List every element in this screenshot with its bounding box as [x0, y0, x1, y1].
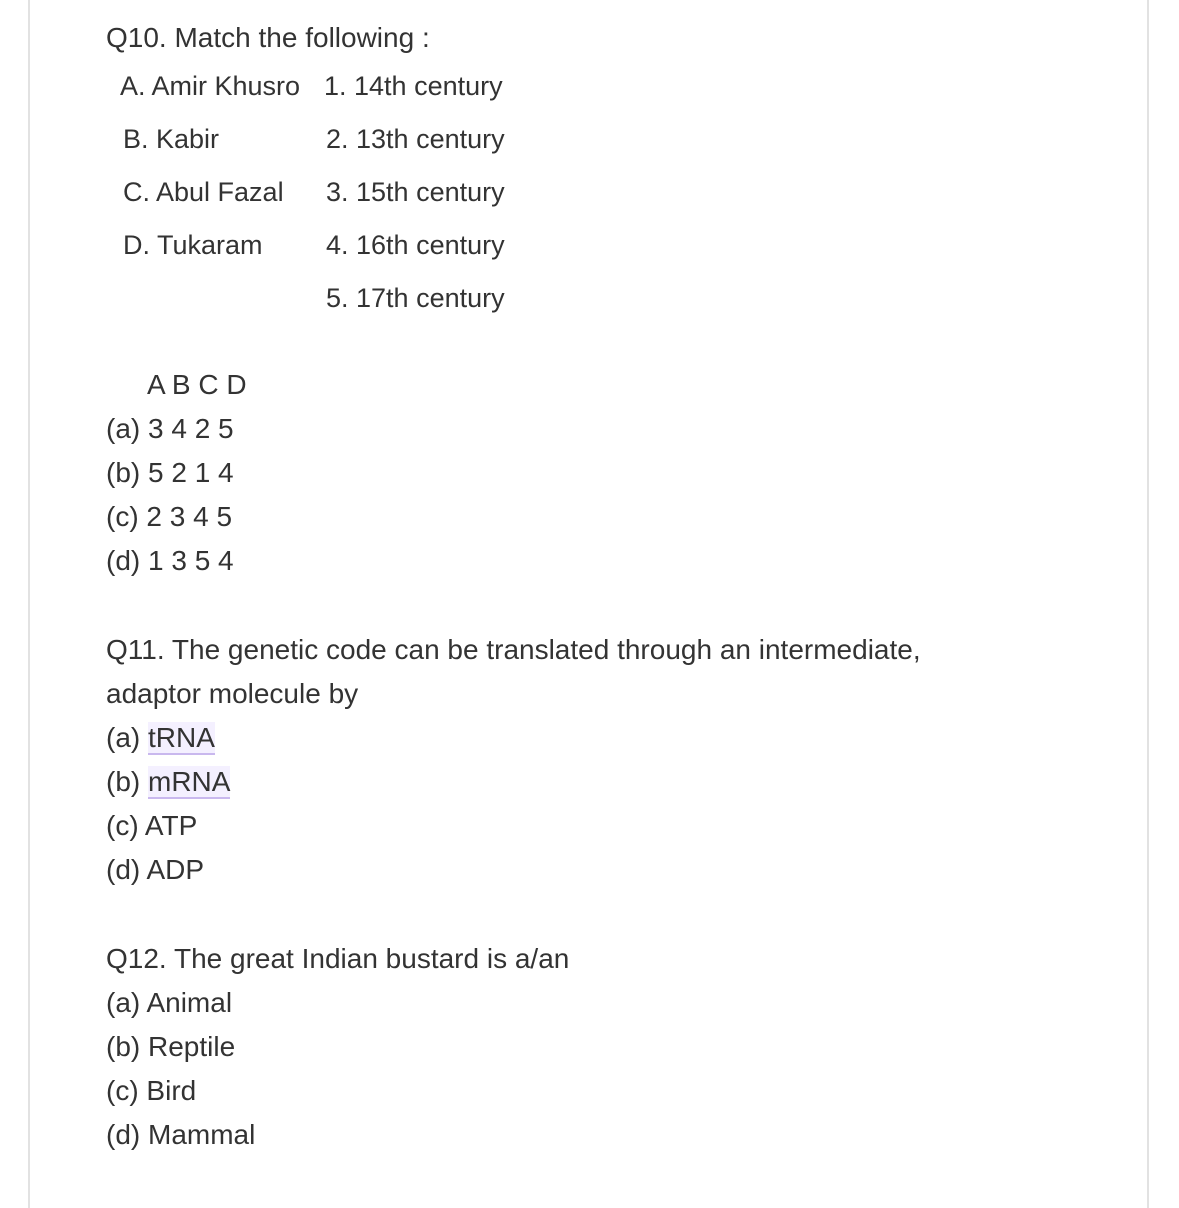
q12-option-d: (d) Mammal [106, 1119, 256, 1150]
q11-title-line1: Q11. The genetic code can be translated through an intermediate, [106, 634, 921, 665]
q10-right-item-3: 3. 15th century [326, 177, 505, 207]
q10-right-item-4: 4. 16th century [326, 230, 505, 260]
q11-option-a [106, 722, 215, 754]
q11-option-c-prefix: (c) [106, 810, 145, 841]
q11-option-c-text: ATP [144, 810, 198, 841]
q10-option-d: (d) 1 3 5 4 [106, 545, 234, 576]
q11-option-b-prefix: (b) [106, 766, 148, 797]
q11-option-d [106, 854, 204, 886]
q12-option-c: (c) Bird [106, 1075, 197, 1106]
q10-answer-header: A B C D [147, 369, 247, 400]
q10-left-item-a: A. Amir Khusro [120, 71, 301, 101]
q11-option-a-text: tRNA [148, 722, 215, 753]
q11-option-d-text: ADP [146, 854, 205, 885]
q12-option-b: (b) Reptile [106, 1031, 236, 1062]
q10-left-item-c: C. Abul Fazal [123, 177, 284, 207]
q10-option-a: (a) 3 4 2 5 [106, 413, 234, 444]
q10-right-item-5: 5. 17th century [326, 283, 505, 313]
q10-option-c: (c) 2 3 4 5 [106, 501, 233, 532]
q11-option-b-text: mRNA [148, 766, 231, 797]
q11-option-a-prefix: (a) [106, 722, 148, 753]
q11-option-c [106, 810, 197, 842]
q10-left-item-b: B. Kabir [123, 124, 220, 154]
q12-option-a: (a) Animal [106, 987, 233, 1018]
q11-title-line2: adaptor molecule by [106, 678, 359, 709]
q11-option-d-prefix: (d) [106, 854, 147, 885]
q10-title: Q10. Match the following : [106, 22, 430, 53]
q12-title: Q12. The great Indian bustard is a/an [106, 943, 570, 974]
q10-left-item-d: D. Tukaram [123, 230, 263, 260]
q10-right-item-2: 2. 13th century [326, 124, 505, 154]
q10-right-item-1: 1. 14th century [324, 71, 503, 101]
q11-option-b [106, 766, 230, 798]
q10-option-b: (b) 5 2 1 4 [106, 457, 234, 488]
